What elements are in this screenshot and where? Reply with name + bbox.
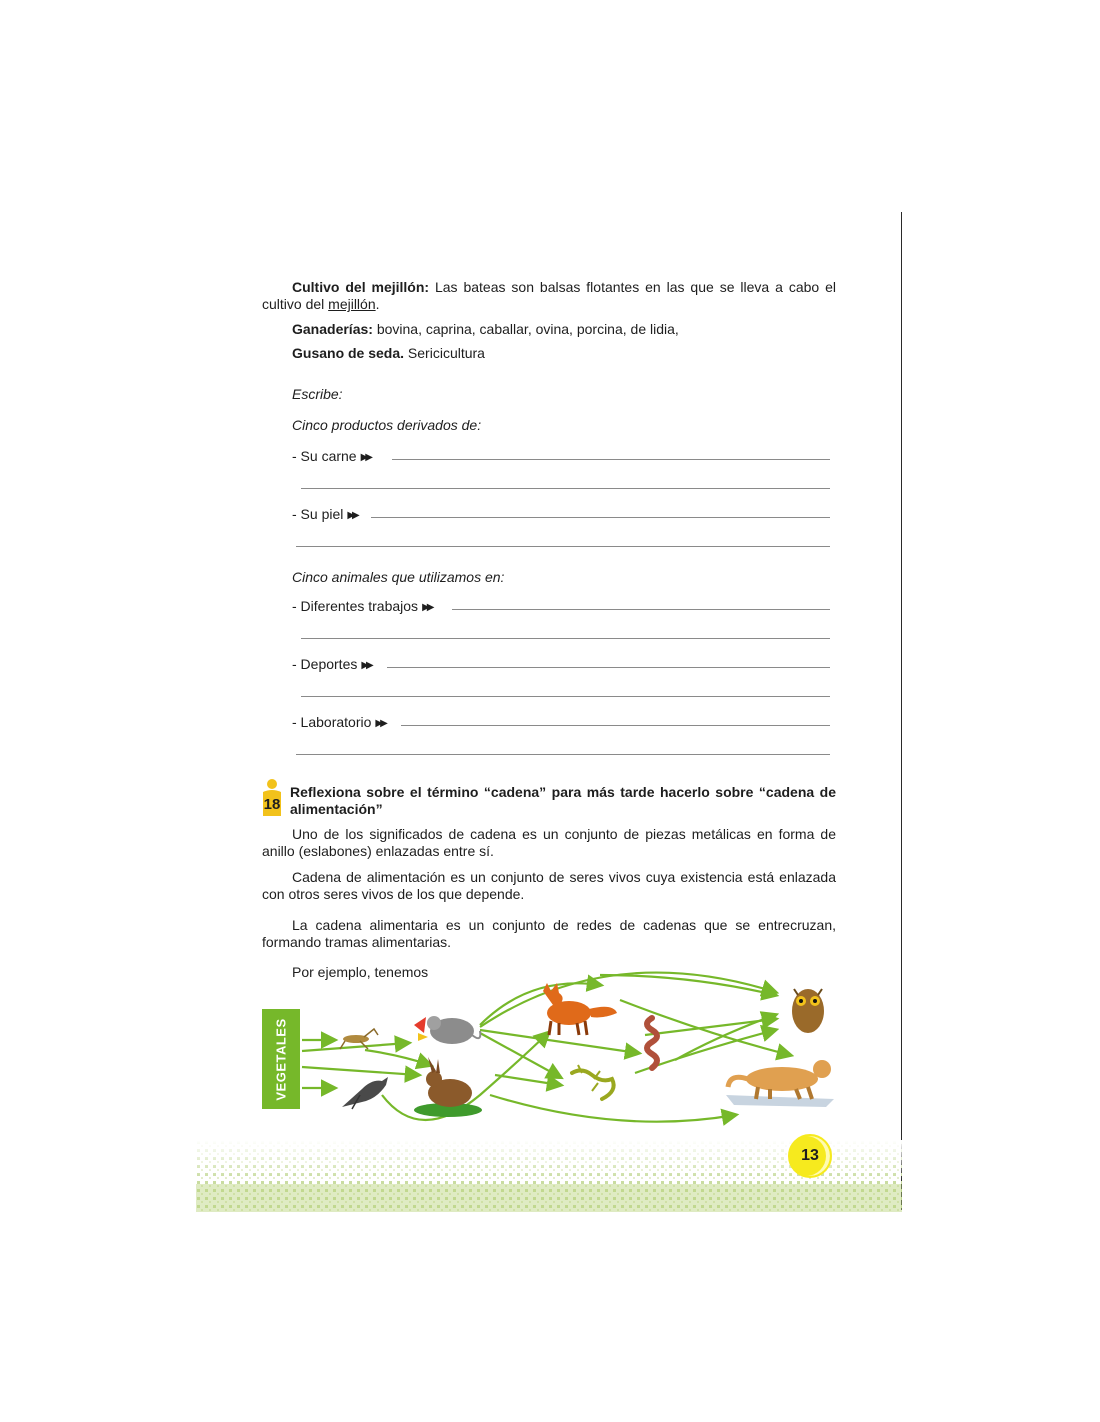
item-diferentes-trabajos: - Diferentes trabajos ▶▶ (292, 598, 432, 614)
exercise-number: 18 (263, 796, 281, 813)
vegetales-label: VEGETALES (273, 1017, 289, 1101)
paragraph-cadena-alimentacion: Cadena de alimentación es un conjunto de seres vivos cuya existencia está enlazada con otros seres vivos de los que depende. (262, 869, 836, 902)
paragraph-significado: Uno de los significados de cadena es un conjunto de piezas metálicas en forma de anillo (eslabones) enlazadas entre sí. (262, 826, 836, 859)
double-arrow-icon: ▶▶ (360, 452, 370, 463)
item-su-piel: - Su piel ▶▶ (292, 506, 357, 522)
answer-line[interactable] (296, 546, 830, 547)
page-edge-rule (901, 212, 902, 1210)
item-su-carne: - Su carne ▶▶ (292, 448, 370, 464)
heading-animales: Cinco animales que utilizamos en: (292, 569, 505, 585)
food-web-diagram (290, 955, 840, 1135)
paragraph-ganaderias: Ganaderías: bovina, caprina, caballar, ovina, porcina, de lidia, (292, 321, 679, 337)
answer-line[interactable] (301, 696, 830, 697)
exercise-number-badge (260, 778, 284, 818)
double-arrow-icon: ▶▶ (347, 510, 357, 521)
snake-icon (647, 1018, 657, 1068)
answer-line[interactable] (301, 488, 830, 489)
double-arrow-icon: ▶▶ (422, 602, 432, 613)
bird-icon (342, 1077, 388, 1109)
fox-icon (543, 983, 617, 1035)
answer-line[interactable] (296, 754, 830, 755)
puma-icon (726, 1060, 834, 1107)
lizard-icon (572, 1065, 614, 1099)
paragraph-ejemplo: Por ejemplo, tenemos (292, 964, 429, 980)
person-icon (260, 778, 284, 818)
mouse-icon (414, 1016, 480, 1044)
answer-line[interactable] (392, 459, 830, 460)
heading-productos: Cinco productos derivados de: (292, 417, 482, 433)
item-deportes: - Deportes ▶▶ (292, 656, 371, 672)
page-number: 13 (788, 1134, 832, 1178)
escribe-label: Escribe: (292, 386, 343, 402)
answer-line[interactable] (452, 609, 830, 610)
answer-line[interactable] (387, 667, 830, 668)
double-arrow-icon: ▶▶ (375, 718, 385, 729)
paragraph-gusano: Gusano de seda. Sericicultura (292, 345, 485, 361)
double-arrow-icon: ▶▶ (361, 660, 371, 671)
paragraph-mejillon: Cultivo del mejillón: Las bateas son balsas flotantes en las que se lleva a cabo el cultivo del mejillón. (262, 279, 836, 312)
rabbit-icon (414, 1057, 482, 1117)
item-laboratorio: - Laboratorio ▶▶ (292, 714, 385, 730)
answer-line[interactable] (371, 517, 830, 518)
answer-line[interactable] (301, 638, 830, 639)
paragraph-cadena-alimentaria: La cadena alimentaria es un conjunto de redes de cadenas que se entrecruzan, formando tramas alimentarias. (262, 917, 836, 950)
answer-line[interactable] (401, 725, 830, 726)
exercise-title: Reflexiona sobre el término “cadena” para más tarde hacerlo sobre “cadena de alimentación” (290, 784, 836, 817)
owl-icon (792, 989, 824, 1033)
